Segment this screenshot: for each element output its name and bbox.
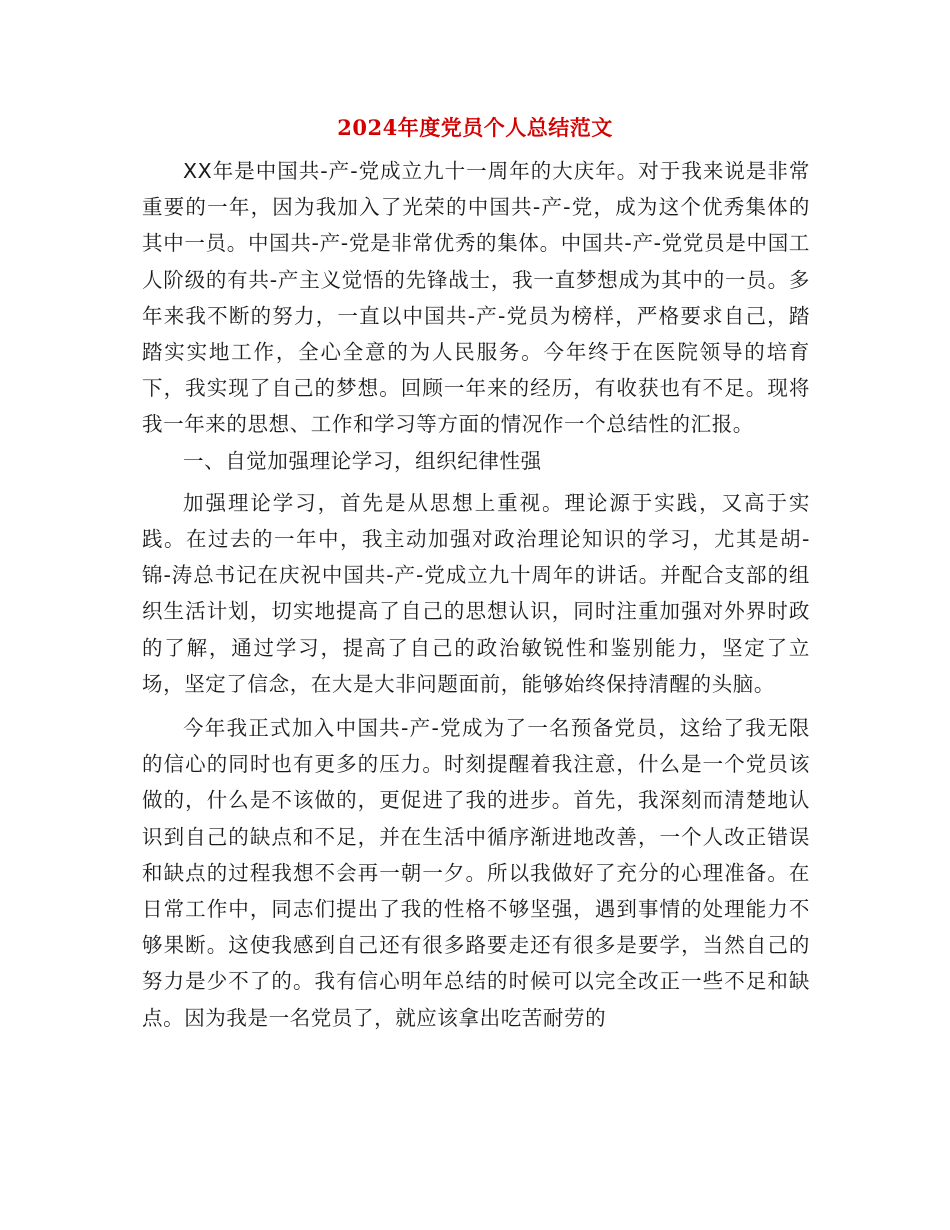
document-body xyxy=(142,153,810,1036)
document-title: 2024年度党员个人总结范文 xyxy=(337,115,613,140)
paragraph-intro: XX年是中国共-产-党成立九十一周年的大庆年。对于我来说是非常重要的一年，因为我加入了光荣的中国共-产-党，成为这个优秀集体的其中一员。中国共-产-党是非常优秀的集体。中国共-产-党党员是中国工人阶级的有共-产主义觉悟的先锋战士，我一直梦想成为其中的一员。多年来我不断的努力，一直以中国共-产-党员为榜样，严格要求自己，踏踏实实地工作，全心全意的为人民服务。今年终于在医院领导的培育下，我实现了自己的梦想。回顾一年来的经历，有收获也有不足。现将我一年来的思想、工作和学习等方面的情况作一个总结性的汇报。 xyxy=(142,159,810,437)
paragraph-probationary-member: 今年我正式加入中国共-产-党成为了一名预备党员，这给了我无限的信心的同时也有更多的压力。时刻提醒着我注意，什么是一个党员该做的，什么是不该做的，更促进了我的进步。首先，我深刻而清楚地认识到自己的缺点和不足，并在生活中循序渐进地改善，一个人改正错误和缺点的过程我想不会再一朝一夕。所以我做好了充分的心理准备。在日常工作中，同志们提出了我的性格不够坚强，遇到事情的处理能力不够果断。这使我感到自己还有很多路要走还有很多是要学，当然自己的努力是少不了的。我有信心明年总结的时候可以完全改正一些不足和缺点。因为我是一名党员了，就应该拿出吃苦耐劳的 xyxy=(142,716,810,1030)
paragraph-theory-study: 加强理论学习，首先是从思想上重视。理论源于实践，又高于实践。在过去的一年中，我主动加强对政治理论知识的学习，尤其是胡-锦-涛总书记在庆祝中国共-产-党成立九十周年的讲话。并配合支部的组织生活计划，切实地提高了自己的思想认识，同时注重加强对外界时政的了解，通过学习，提高了自己的政治敏锐性和鉴别能力，坚定了立场，坚定了信念，在大是大非问题面前，能够始终保持清醒的头脑。 xyxy=(142,490,810,696)
section-heading: 一、自觉加强理论学习，组织纪律性强 xyxy=(183,448,542,473)
